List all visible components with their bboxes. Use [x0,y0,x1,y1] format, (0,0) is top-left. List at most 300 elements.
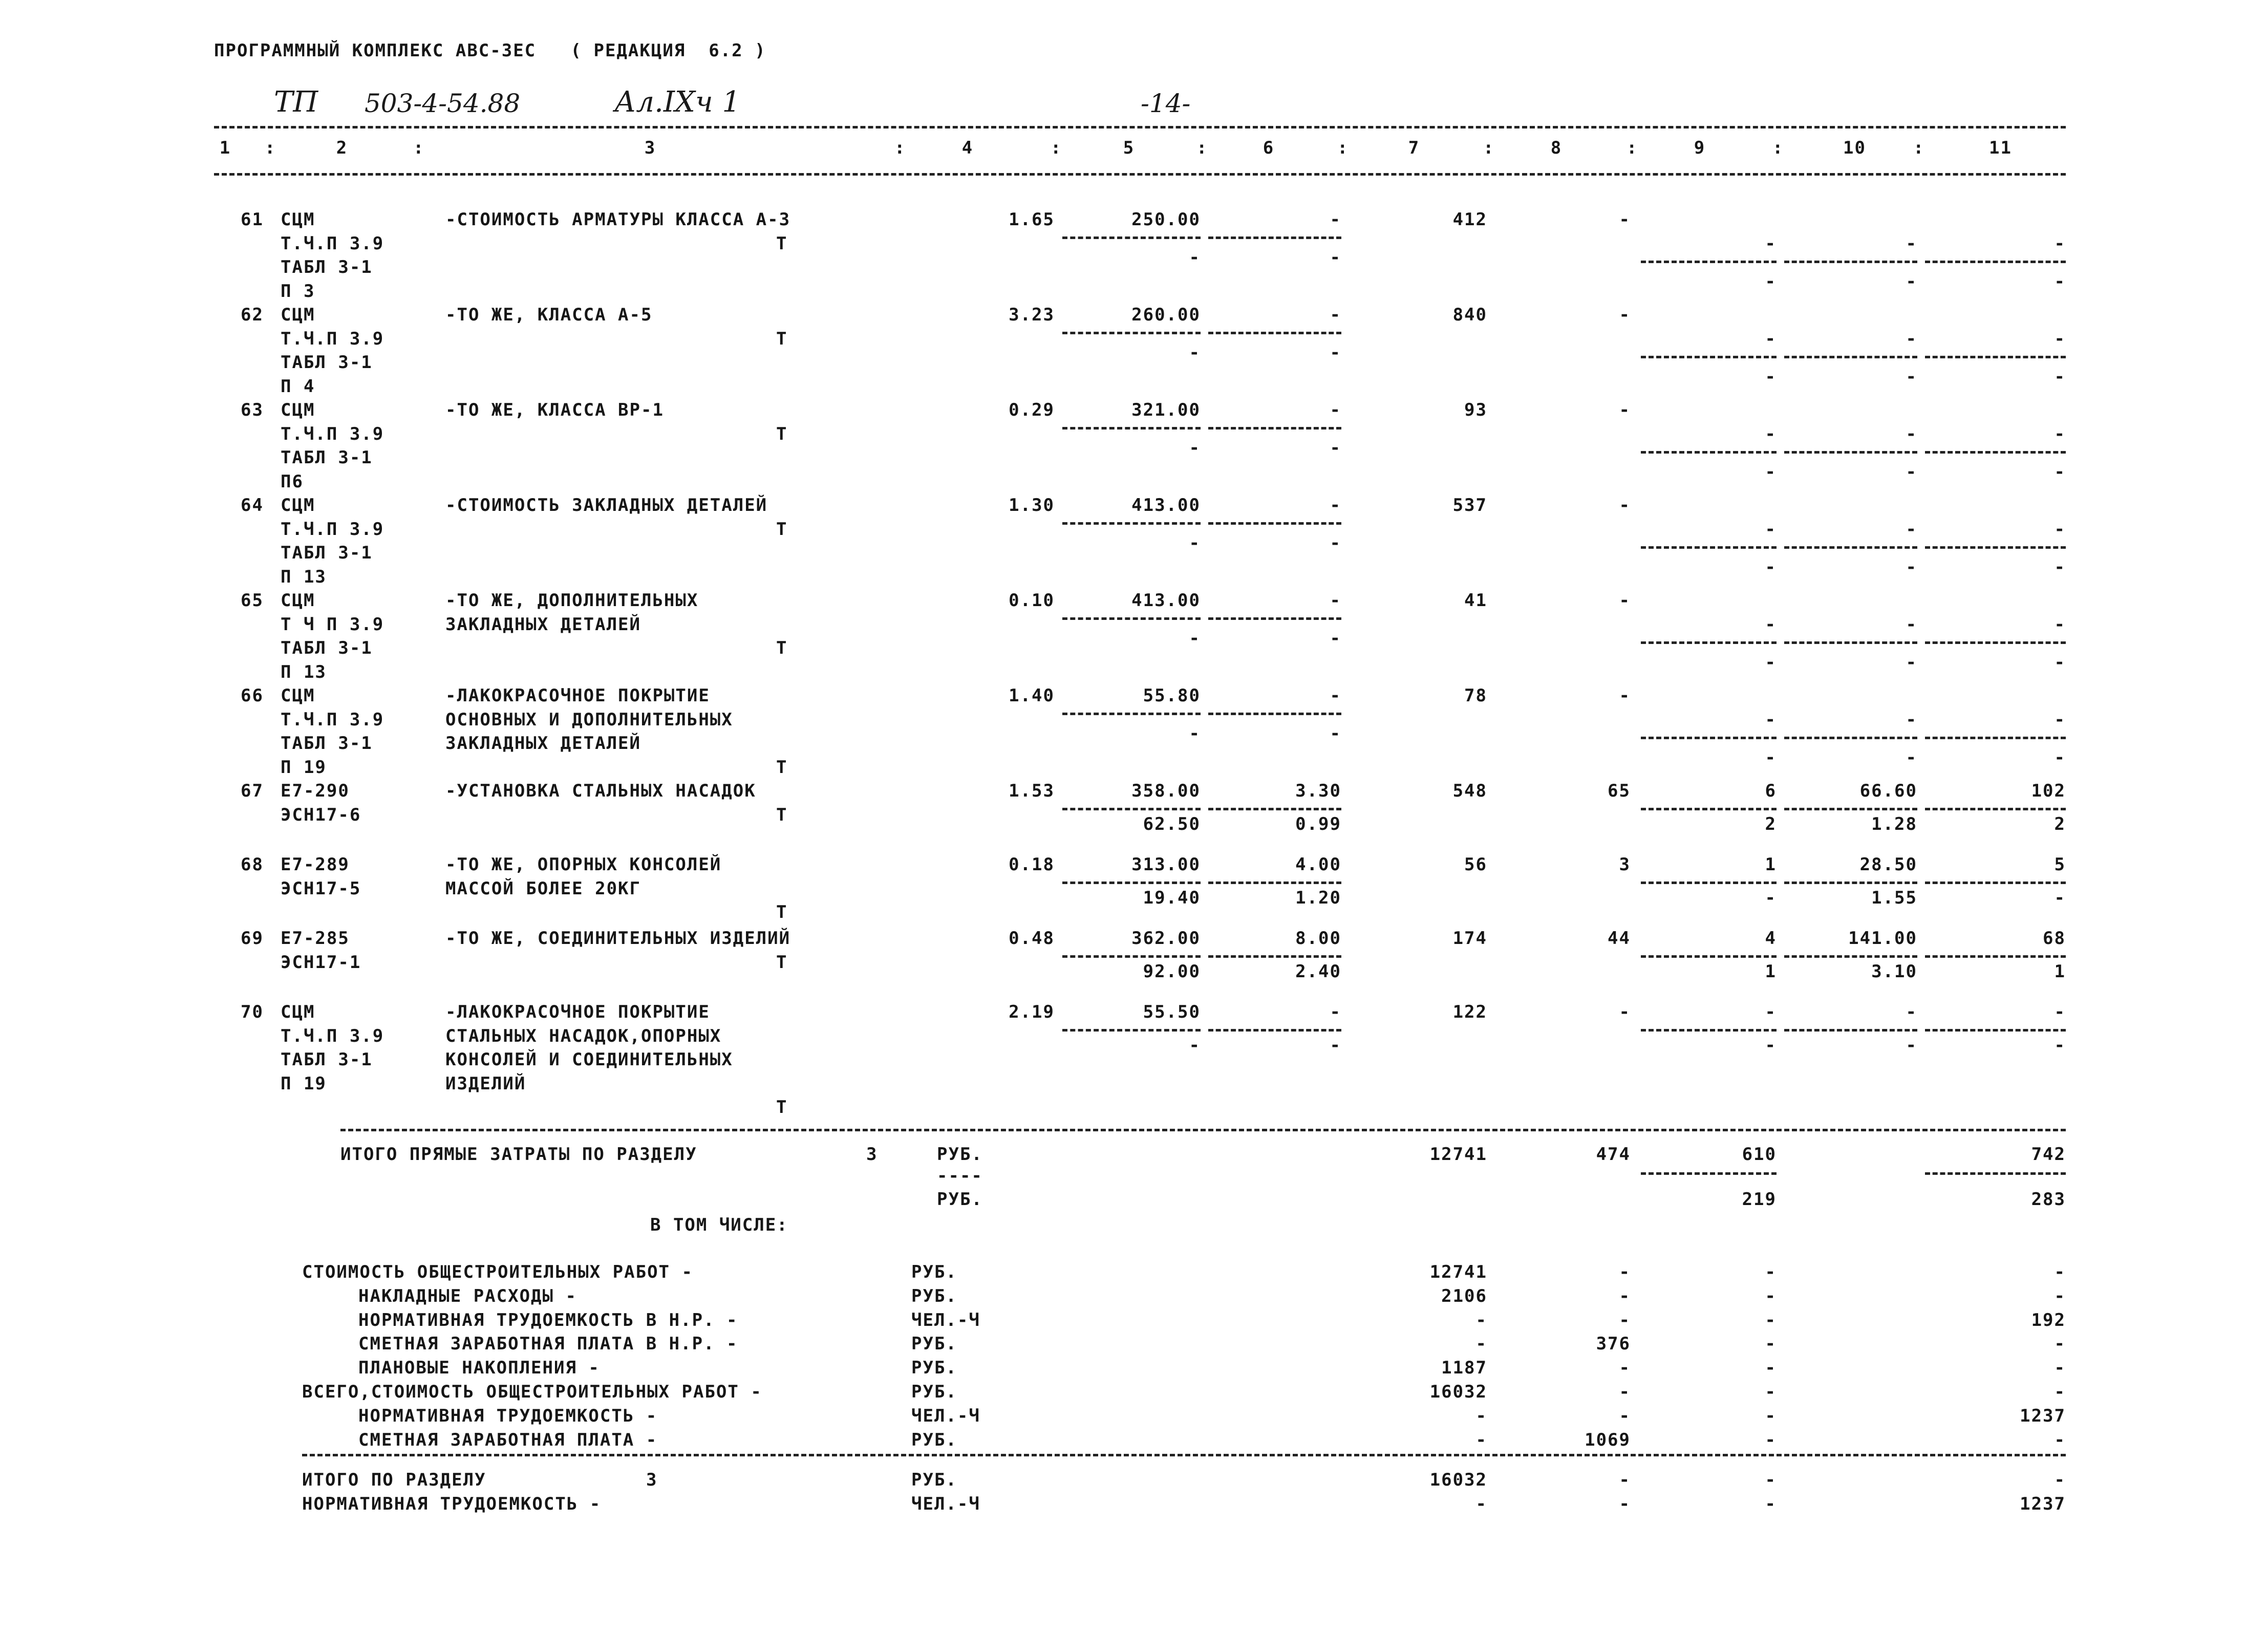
unit-operator-wages: 0.99 [1295,814,1341,835]
line-number: 66 [241,685,264,706]
line-number: 69 [241,928,264,949]
labor-total: - [2054,233,2066,254]
summary-labor: - [2054,1334,2066,1355]
operator-labor-total: - [2054,1035,2066,1056]
summary-cost: 12741 [1429,1262,1487,1282]
total-wages: 3 [1619,854,1631,875]
total-cost: 548 [1452,781,1487,801]
unit-cost: 313.00 [1131,854,1201,875]
line-code: Т.Ч.П 3.9 [281,1025,384,1046]
line-description: -ЛАКОКРАСОЧНОЕ ПОКРЫТИЕ [445,1002,710,1022]
quantity: 0.10 [1009,590,1055,611]
column-header-8: 8 [1550,138,1563,158]
total-machines: - [1765,519,1777,540]
unit-cost-machines: - [1330,209,1341,230]
summary-unit: РУБ. [911,1334,957,1355]
line-code: СЦМ [281,209,315,230]
quantity: 1.65 [1009,209,1055,230]
final-labor: 1237 [2020,1493,2066,1514]
machines-operator-wages: 2 [1765,814,1777,835]
total-wages: - [1619,209,1631,230]
unit-cost-rule [1062,522,1201,525]
handwritten-project-number: 503-4-54.88 [365,89,521,118]
summary-wages: 376 [1596,1334,1631,1355]
labor-total: 5 [2054,854,2066,875]
unit-cost-machines-rule [1208,237,1341,239]
line-code: Е7-290 [281,781,350,801]
unit-mark-t: Т [776,423,788,444]
totals-labor: 742 [2031,1144,2066,1165]
labor-per-unit: 141.00 [1848,928,1917,949]
unit-cost-machines: - [1330,495,1341,515]
labor-total-rule [1925,882,2066,884]
unit-mark-t: Т [776,804,788,825]
unit-wages: - [1189,723,1201,744]
column-separator: : [1483,138,1495,158]
summary-cost: - [1475,1429,1487,1450]
line-description: -ТО ЖЕ, ОПОРНЫХ КОНСОЛЕЙ [445,854,722,875]
column-header-11: 11 [1989,138,2012,158]
total-wages: - [1619,685,1631,706]
summary-cost: - [1475,1309,1487,1330]
summary-machines: - [1765,1285,1777,1306]
unit-mark-t: Т [776,757,788,778]
column-header-5: 5 [1123,138,1135,158]
line-description: МАССОЙ БОЛЕЕ 20КГ [445,878,641,899]
operator-labor-per-unit: 1.55 [1871,888,1917,909]
header-rule-top [214,126,2066,128]
total-machines: 1 [1765,854,1777,875]
column-separator: : [413,138,425,158]
final-unit: ЧЕЛ.-Ч [911,1493,980,1514]
summary-labor: - [2054,1429,2066,1450]
line-number: 65 [241,590,264,611]
labor-total-rule [1925,1029,2066,1032]
totals-machines-rule [1641,1172,1777,1175]
labor-total: - [2054,423,2066,444]
machines-operator-wages: - [1765,747,1777,768]
unit-cost: 413.00 [1131,590,1201,611]
labor-total: - [2054,709,2066,730]
labor-per-unit-rule [1784,882,1917,884]
summary-unit: ЧЕЛ.-Ч [911,1405,980,1426]
handwritten-page-number: -14- [1141,89,1191,118]
unit-mark-t: Т [776,902,788,922]
totals-unit-operator: РУБ. [937,1189,983,1210]
column-separator: : [1337,138,1349,158]
summary-wages: - [1619,1382,1631,1402]
unit-cost-machines-rule [1208,808,1341,810]
unit-cost-machines: - [1330,305,1341,325]
labor-total: - [2054,1002,2066,1022]
line-code: СЦМ [281,305,315,325]
summary-labor: - [2054,1285,2066,1306]
machines-operator-wages: - [1765,652,1777,673]
machines-rule [1641,808,1777,810]
unit-mark-t: Т [776,233,788,254]
line-code: П 19 [281,1073,327,1094]
line-code: ТАБЛ 3-1 [281,1049,373,1070]
operator-labor-per-unit: 3.10 [1871,961,1917,982]
line-description: ИЗДЕЛИЙ [445,1073,526,1094]
unit-cost-machines: - [1330,1002,1341,1022]
column-separator: : [1913,138,1925,158]
labor-per-unit-rule [1784,356,1917,358]
column-separator: : [265,138,276,158]
machines-operator-wages: 1 [1765,961,1777,982]
quantity: 3.23 [1009,305,1055,325]
labor-per-unit-rule [1784,546,1917,549]
machines-rule [1641,882,1777,884]
machines-rule [1641,1029,1777,1032]
unit-cost-machines-rule [1208,427,1341,429]
summary-labor: 1237 [2020,1405,2066,1426]
quantity: 1.40 [1009,685,1055,706]
unit-mark-t: Т [776,519,788,540]
machines-operator-wages: - [1765,271,1777,292]
labor-total: - [2054,328,2066,349]
line-code: ТАБЛ 3-1 [281,638,373,658]
unit-mark-t: Т [776,952,788,973]
summary-cost: - [1475,1334,1487,1355]
column-header-3: 3 [644,138,656,158]
column-header-1: 1 [219,138,231,158]
line-code: СЦМ [281,400,315,420]
including-caption: В ТОМ ЧИСЛЕ: [650,1215,788,1235]
column-header-10: 10 [1843,138,1866,158]
summary-machines: - [1765,1334,1777,1355]
total-machines: - [1765,233,1777,254]
total-machines: - [1765,328,1777,349]
machines-rule [1641,546,1777,549]
line-code: ТАБЛ 3-1 [281,352,373,373]
summary-unit: РУБ. [911,1382,957,1402]
line-code: Т.Ч.П 3.9 [281,519,384,540]
unit-wages: 62.50 [1143,814,1201,835]
labor-per-unit: - [1906,519,1917,540]
total-machines: 6 [1765,781,1777,801]
summary-labor: - [2054,1262,2066,1282]
operator-labor-total: - [2054,271,2066,292]
column-header-9: 9 [1694,138,1706,158]
line-code: П 13 [281,661,327,682]
summary-wages: 1069 [1585,1429,1631,1450]
machines-rule [1641,356,1777,358]
unit-operator-wages: - [1330,342,1341,363]
total-wages: - [1619,590,1631,611]
labor-per-unit-rule [1784,808,1917,810]
final-wages: - [1619,1493,1631,1514]
quantity: 0.29 [1009,400,1055,420]
column-separator: : [1196,138,1208,158]
operator-labor-total: - [2054,556,2066,577]
quantity: 0.48 [1009,928,1055,949]
final-unit: РУБ. [911,1470,957,1490]
unit-wages: 19.40 [1143,888,1201,909]
column-separator: : [894,138,906,158]
unit-cost: 321.00 [1131,400,1201,420]
totals-section-number: 3 [866,1144,878,1165]
summary-labor: 192 [2031,1309,2066,1330]
unit-operator-wages: - [1330,628,1341,649]
operator-labor-per-unit: - [1906,1035,1917,1056]
total-cost: 122 [1452,1002,1487,1022]
total-cost: 56 [1464,854,1487,875]
unit-cost: 250.00 [1131,209,1201,230]
line-number: 68 [241,854,264,875]
summary-label: ВСЕГО,СТОИМОСТЬ ОБЩЕСТРОИТЕЛЬНЫХ РАБОТ - [302,1382,762,1402]
operator-labor-total: 2 [2054,814,2066,835]
totals-rule [340,1129,2066,1131]
unit-cost-rule [1062,882,1201,884]
labor-total-rule [1925,737,2066,739]
totals-unit: РУБ. [937,1144,983,1165]
labor-per-unit-rule [1784,955,1917,958]
unit-cost-rule [1062,1029,1201,1032]
totals-machines: 610 [1742,1144,1777,1165]
labor-total-rule [1925,451,2066,454]
handwritten-album: Ал.IXч 1 [614,85,741,119]
total-cost: 41 [1464,590,1487,611]
operator-labor-total: - [2054,652,2066,673]
unit-mark-t: Т [776,1097,788,1118]
operator-labor-total: - [2054,888,2066,909]
unit-cost-machines: 3.30 [1295,781,1341,801]
line-description: -УСТАНОВКА СТАЛЬНЫХ НАСАДОК [445,781,756,801]
line-description: -ЛАКОКРАСОЧНОЕ ПОКРЫТИЕ [445,685,710,706]
unit-cost-machines: - [1330,685,1341,706]
total-wages: - [1619,305,1631,325]
summary-wages: - [1619,1358,1631,1379]
summary-label: НОРМАТИВНАЯ ТРУДОЕМКОСТЬ В Н.Р. - [358,1309,738,1330]
labor-per-unit-rule [1784,737,1917,739]
operator-labor-per-unit: - [1906,747,1917,768]
final-machines: - [1765,1470,1777,1490]
unit-mark-t: Т [776,328,788,349]
summary-machines: - [1765,1429,1777,1450]
unit-wages: - [1189,247,1201,268]
line-code: ЭСН17-6 [281,804,361,825]
line-description: СТАЛЬНЫХ НАСАДОК,ОПОРНЫХ [445,1025,722,1046]
unit-operator-wages: - [1330,1035,1341,1056]
line-code: Е7-289 [281,854,350,875]
total-wages: 44 [1608,928,1631,949]
column-separator: : [1051,138,1062,158]
final-labor: - [2054,1470,2066,1490]
handwritten-tp: ТП [274,85,318,119]
unit-cost-rule [1062,617,1201,620]
final-machines: - [1765,1493,1777,1514]
line-description: -ТО ЖЕ, ДОПОЛНИТЕЛЬНЫХ [445,590,699,611]
labor-total: - [2054,519,2066,540]
machines-rule [1641,737,1777,739]
unit-wages: - [1189,342,1201,363]
line-number: 67 [241,781,264,801]
line-code: П 19 [281,757,327,778]
labor-per-unit: - [1906,709,1917,730]
unit-cost-machines-rule [1208,713,1341,715]
unit-cost: 260.00 [1131,305,1201,325]
summary-label: НАКЛАДНЫЕ РАСХОДЫ - [358,1285,577,1306]
summary-cost: 2106 [1441,1285,1487,1306]
line-code: Т.Ч.П 3.9 [281,709,384,730]
unit-cost: 358.00 [1131,781,1201,801]
machines-operator-wages: - [1765,556,1777,577]
operator-labor-total: - [2054,747,2066,768]
column-separator: : [1772,138,1784,158]
summary-unit: ЧЕЛ.-Ч [911,1309,980,1330]
unit-operator-wages: - [1330,247,1341,268]
quantity: 2.19 [1009,1002,1055,1022]
total-machines: - [1765,614,1777,635]
unit-operator-wages: - [1330,723,1341,744]
labor-total-rule [1925,955,2066,958]
totals-label: ИТОГО ПРЯМЫЕ ЗАТРАТЫ ПО РАЗДЕЛУ [340,1144,697,1165]
summary-unit: РУБ. [911,1285,957,1306]
total-cost: 174 [1452,928,1487,949]
line-code: СЦМ [281,495,315,515]
machines-operator-wages: - [1765,366,1777,387]
final-cost: - [1475,1493,1487,1514]
summary-unit: РУБ. [911,1429,957,1450]
summary-wages: - [1619,1309,1631,1330]
line-code: П 3 [281,281,315,302]
unit-cost-machines: - [1330,400,1341,420]
unit-cost-rule [1062,808,1201,810]
unit-cost-rule [1062,332,1201,334]
total-machines: 4 [1765,928,1777,949]
column-separator: : [1627,138,1638,158]
labor-per-unit-rule [1784,1029,1917,1032]
unit-cost-machines-rule [1208,617,1341,620]
line-description: ЗАКЛАДНЫХ ДЕТАЛЕЙ [445,614,641,635]
line-code: СЦМ [281,1002,315,1022]
line-description: -ТО ЖЕ, КЛАССА ВР-1 [445,400,664,420]
unit-cost: 55.50 [1143,1002,1201,1022]
total-cost: 412 [1452,209,1487,230]
machines-rule [1641,955,1777,958]
operator-labor-per-unit: 1.28 [1871,814,1917,835]
summary-unit: РУБ. [911,1262,957,1282]
unit-cost: 362.00 [1131,928,1201,949]
header-rule-bottom [214,173,2066,176]
labor-total-rule [1925,356,2066,358]
total-wages: - [1619,1002,1631,1022]
unit-cost-machines: 4.00 [1295,854,1341,875]
summary-wages: - [1619,1285,1631,1306]
unit-operator-wages: - [1330,533,1341,554]
machines-rule [1641,641,1777,644]
totals-wages: 474 [1596,1144,1631,1165]
machines-operator-wages: - [1765,888,1777,909]
line-code: ТАБЛ 3-1 [281,447,373,468]
quantity: 1.53 [1009,781,1055,801]
unit-wages: - [1189,628,1201,649]
labor-total-rule [1925,546,2066,549]
summary-label: НОРМАТИВНАЯ ТРУДОЕМКОСТЬ - [358,1405,658,1426]
unit-wages: - [1189,438,1201,459]
line-number: 62 [241,305,264,325]
summary-labor: - [2054,1382,2066,1402]
labor-total-rule [1925,261,2066,263]
final-section-number: 3 [646,1470,658,1490]
summary-label: ПЛАНОВЫЕ НАКОПЛЕНИЯ - [358,1358,600,1379]
unit-cost-machines-rule [1208,522,1341,525]
total-machines: - [1765,1002,1777,1022]
column-header-4: 4 [961,138,974,158]
machines-rule [1641,261,1777,263]
line-code: ЭСН17-5 [281,878,361,899]
line-description: ЗАКЛАДНЫХ ДЕТАЛЕЙ [445,733,641,754]
line-code: П 13 [281,566,327,587]
unit-cost-machines: - [1330,590,1341,611]
line-code: П6 [281,471,304,492]
summary-wages: - [1619,1262,1631,1282]
summary-labor: - [2054,1358,2066,1379]
unit-cost-machines: 8.00 [1295,928,1341,949]
total-cost: 93 [1464,400,1487,420]
total-cost: 78 [1464,685,1487,706]
summary-machines: - [1765,1382,1777,1402]
summary-label: СТОИМОСТЬ ОБЩЕСТРОИТЕЛЬНЫХ РАБОТ - [302,1262,693,1282]
unit-wages: - [1189,1035,1201,1056]
labor-per-unit: 66.60 [1859,781,1917,801]
line-description: -ТО ЖЕ, КЛАССА А-5 [445,305,653,325]
labor-total-rule [1925,808,2066,810]
line-code: П 4 [281,376,315,397]
operator-labor-per-unit: - [1906,461,1917,482]
operator-labor-per-unit: - [1906,271,1917,292]
program-header: ПРОГРАММНЫЙ КОМПЛЕКС АВС-ЗЕС ( РЕДАКЦИЯ 6.2 ) [214,40,766,61]
unit-operator-wages: 2.40 [1295,961,1341,982]
machines-operator-wages: - [1765,1035,1777,1056]
quantity: 0.18 [1009,854,1055,875]
line-description: -ТО ЖЕ, СОЕДИНИТЕЛЬНЫХ ИЗДЕЛИЙ [445,928,791,949]
operator-labor-per-unit: - [1906,652,1917,673]
summary-cost: 16032 [1429,1382,1487,1402]
labor-per-unit: - [1906,423,1917,444]
line-code: ТАБЛ 3-1 [281,257,373,277]
labor-per-unit: 28.50 [1859,854,1917,875]
final-wages: - [1619,1470,1631,1490]
final-cost: 16032 [1429,1470,1487,1490]
line-code: Т.Ч.П 3.9 [281,328,384,349]
unit-mark-t: Т [776,638,788,658]
unit-cost-machines-rule [1208,882,1341,884]
totals-unit-separator: ---- [937,1166,983,1186]
labor-per-unit-rule [1784,641,1917,644]
unit-cost-rule [1062,237,1201,239]
final-label: НОРМАТИВНАЯ ТРУДОЕМКОСТЬ - [302,1493,602,1514]
line-code: Т.Ч.П 3.9 [281,423,384,444]
summary-wages: - [1619,1405,1631,1426]
total-wages: - [1619,400,1631,420]
labor-per-unit: - [1906,614,1917,635]
line-code: Е7-285 [281,928,350,949]
labor-per-unit: - [1906,328,1917,349]
unit-cost-machines-rule [1208,1029,1341,1032]
unit-wages: 92.00 [1143,961,1201,982]
line-description: -СТОИМОСТЬ ЗАКЛАДНЫХ ДЕТАЛЕЙ [445,495,768,515]
operator-labor-total: - [2054,461,2066,482]
unit-operator-wages: - [1330,438,1341,459]
column-header-2: 2 [336,138,348,158]
operator-labor-total: 1 [2054,961,2066,982]
unit-cost: 413.00 [1131,495,1201,515]
line-code: ЭСН17-1 [281,952,361,973]
labor-per-unit-rule [1784,451,1917,454]
labor-total-rule [1925,641,2066,644]
